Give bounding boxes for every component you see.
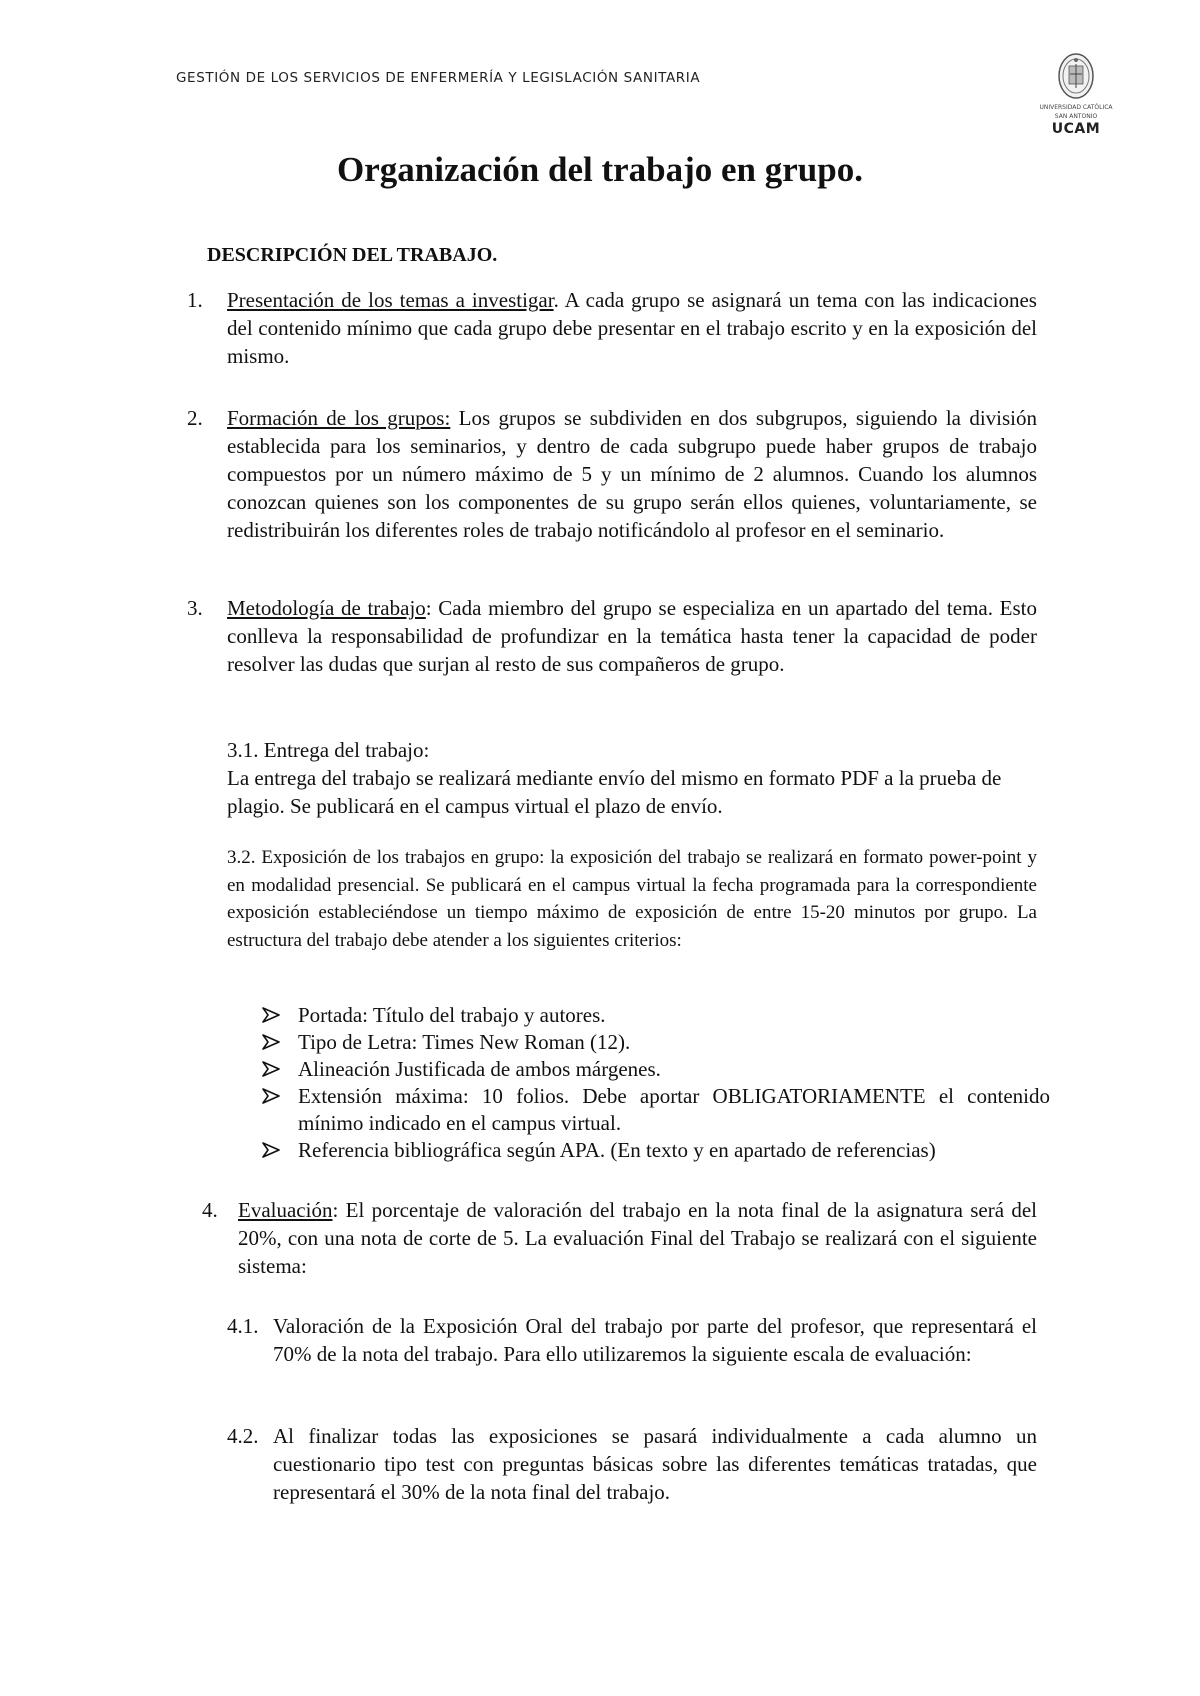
subsection-heading: 3.1. Entrega del trabajo:: [227, 738, 430, 762]
subsection-3-2: [227, 844, 1037, 954]
section-number: 1.: [187, 288, 203, 312]
section-label: Presentación de los temas a investigar: [227, 288, 554, 312]
running-header: GESTIÓN DE LOS SERVICIOS DE ENFERMERÍA Y LEGISLACIÓN SANITARIA: [176, 70, 701, 86]
section-label: Formación de los grupos:: [227, 406, 451, 430]
subsection-number: 4.1.: [227, 1314, 259, 1338]
logo-subtitle-1: UNIVERSIDAD CATÓLICA: [1039, 104, 1113, 111]
list-item: [262, 1002, 1050, 1029]
logo-name: UCAM: [1051, 121, 1101, 137]
subsection-text: 3.2. Exposición de los trabajos en grupo: la exposición del trabajo se realizará en formato power-point y en modalidad presencial. Se publicará en el campus virtual la fecha programada para la correspondiente exposición estableciéndose un tiempo máximo de exposición de entre 15-20 minutos por grupo. La estructura del trabajo debe atender a los siguientes criterios:: [227, 847, 1037, 951]
arrow-bullet-icon: [262, 1088, 280, 1104]
subsection-3-1: [227, 736, 1037, 820]
section-label: Metodología de trabajo: [227, 596, 426, 620]
criteria-text: Tipo de Letra: Times New Roman (12).: [298, 1030, 631, 1054]
arrow-bullet-icon: [262, 1142, 280, 1158]
section-text: : El porcentaje de valoración del trabajo en la nota final de la asignatura será del 20%, con una nota de corte de 5. La evaluación Final del Trabajo se realizará con el siguiente sistema:: [238, 1198, 1037, 1278]
list-item: [262, 1083, 1050, 1137]
university-seal-icon: [1056, 52, 1096, 102]
criteria-list: [262, 1002, 1050, 1164]
subsection-number: 4.2.: [227, 1424, 259, 1448]
section-text: : Cada miembro del grupo se especializa en un apartado del tema. Esto conlleva la responsabilidad de profundizar en la temática hasta tener la capacidad de poder resolver las dudas que surjan al resto de sus compañeros de grupo.: [227, 596, 1037, 676]
ucam-logo: [1028, 52, 1124, 152]
section-text: . A cada grupo se asignará un tema con las indicaciones del contenido mínimo que cada grupo debe presentar en el trabajo escrito y en la exposición del mismo.: [227, 288, 1037, 368]
list-item: [262, 1137, 1050, 1164]
section-number: 4.: [202, 1198, 218, 1222]
criteria-text: Portada: Título del trabajo y autores.: [298, 1003, 606, 1027]
section-number: 3.: [187, 596, 203, 620]
subsection-text: La entrega del trabajo se realizará mediante envío del mismo en formato PDF a la prueba de plagio. Se publicará en el campus virtual el plazo de envío.: [227, 766, 1002, 818]
list-item: [262, 1056, 1050, 1083]
list-item: [262, 1029, 1050, 1056]
subsection-text: Al finalizar todas las exposiciones se pasará individualmente a cada alumno un cuestionario tipo test con preguntas básicas sobre las diferentes temáticas tratadas, que representará el 30% de la nota final del trabajo.: [273, 1424, 1037, 1504]
page-title: Organización del trabajo en grupo.: [337, 150, 863, 189]
arrow-bullet-icon: [262, 1061, 280, 1077]
section-label: Evaluación: [238, 1198, 333, 1222]
criteria-text: Referencia bibliográfica según APA. (En texto y en apartado de referencias): [298, 1138, 936, 1162]
arrow-bullet-icon: [262, 1007, 280, 1023]
section-number: 2.: [187, 406, 203, 430]
criteria-text: Extensión máxima: 10 folios. Debe aportar OBLIGATORIAMENTE el contenido mínimo indicado en el campus virtual.: [298, 1084, 1050, 1135]
subsection-text: Valoración de la Exposición Oral del trabajo por parte del profesor, que representará el 70% de la nota del trabajo. Para ello utilizaremos la siguiente escala de evaluación:: [273, 1314, 1037, 1366]
logo-subtitle-2: SAN ANTONIO: [1054, 113, 1098, 120]
description-heading: DESCRIPCIÓN DEL TRABAJO.: [207, 244, 498, 266]
criteria-text: Alineación Justificada de ambos márgenes.: [298, 1057, 661, 1081]
section-text: Los grupos se subdividen en dos subgrupos, siguiendo la división establecida para los seminarios, y dentro de cada subgrupo puede haber grupos de trabajo compuestos por un número máximo de 5 y un mínimo de 2 alumnos. Cuando los alumnos conozcan quienes son los componentes de su grupo serán ellos quienes, voluntariamente, se redistribuirán los diferentes roles de trabajo notificándolo al profesor en el seminario.: [227, 406, 1038, 542]
arrow-bullet-icon: [262, 1034, 280, 1050]
